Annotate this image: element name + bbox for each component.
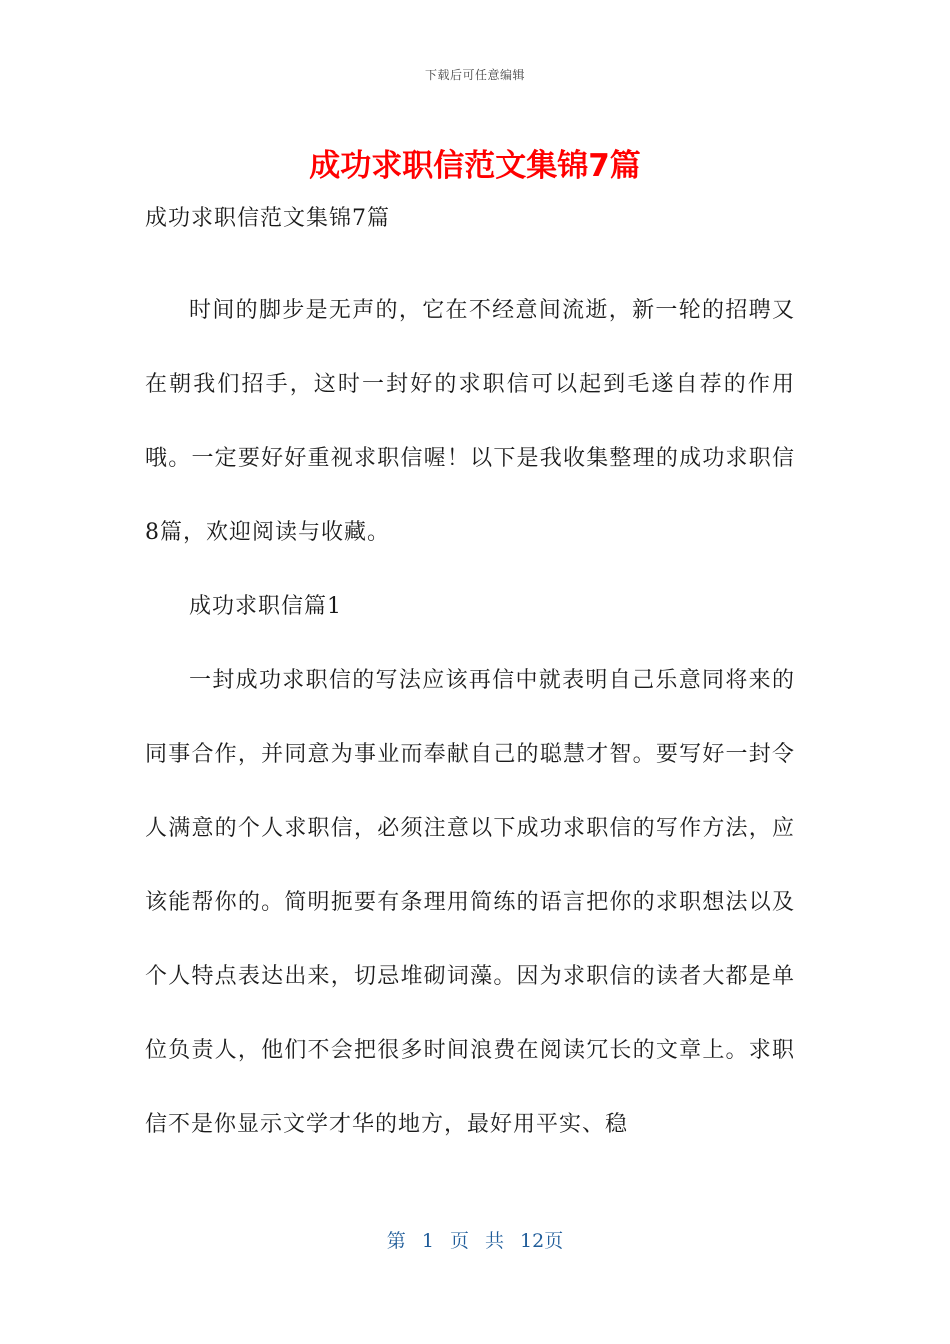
page-number-footer: 第 1 页 共 12页 [386,1230,564,1252]
intro-paragraph: 时间的脚步是无声的，它在不经意间流逝，新一轮的招聘又在朝我们招手，这时一封好的求职信可以起到毛遂自荐的作用哦。一定要好好重视求职信喔！以下是我收集整理的成功求职信8篇，欢迎阅读与收藏。 [145,298,795,545]
header-note: 下载后可任意编辑 [424,68,525,82]
document-body [145,200,795,1162]
document-title: 成功求职信范文集锦7篇 [309,148,641,184]
section-heading: 成功求职信篇1 [189,594,342,619]
section-body-paragraph: 一封成功求职信的写法应该再信中就表明自己乐意同将来的同事合作，并同意为事业而奉献自己的聪慧才智。要写好一封令人满意的个人求职信，必须注意以下成功求职信的写作方法，应该能帮你的。简明扼要有条理用简练的语言把你的求职想法以及个人特点表达出来，切忌堆砌词藻。因为求职信的读者大都是单位负责人，他们不会把很多时间浪费在阅读冗长的文章上。求职信不是你显示文学才华的地方，最好用平实、稳 [145,668,795,1137]
document-subtitle: 成功求职信范文集锦7篇 [145,206,390,231]
